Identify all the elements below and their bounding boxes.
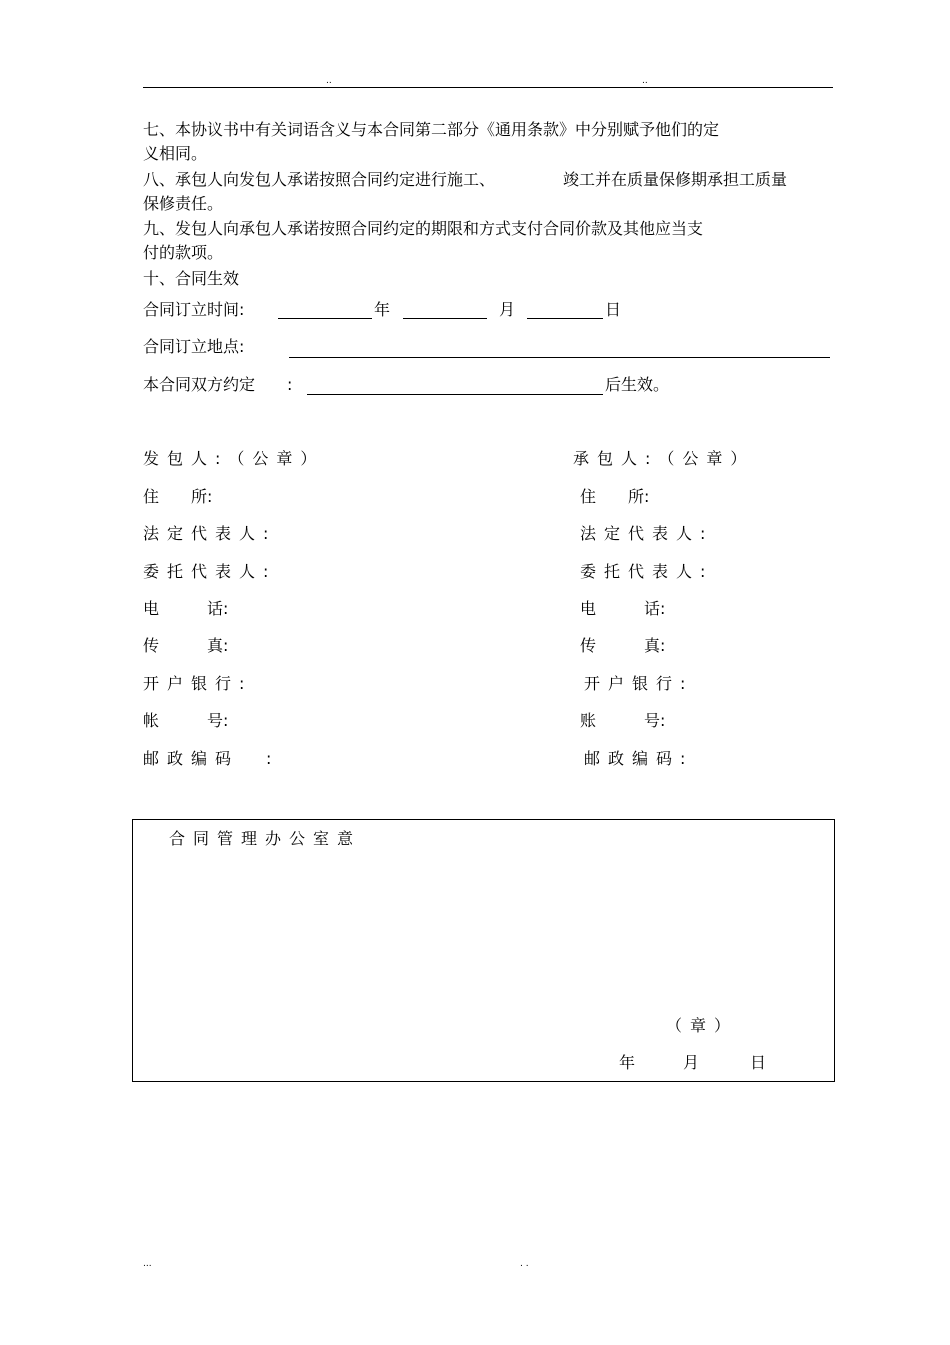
employer-account-label: 帐 号:	[143, 711, 229, 730]
year-label: 年	[374, 300, 391, 319]
day-blank[interactable]	[527, 302, 603, 319]
office-seal-label: （章）	[666, 1016, 739, 1035]
clause-8-line-2: 保修责任。	[143, 194, 224, 213]
contractor-agent-label: 委托代表人:	[580, 562, 714, 581]
contractor-address-label: 住 所:	[580, 487, 650, 506]
contractor-account-label: 账 号:	[580, 711, 666, 730]
agreement-label: 本合同双方约定	[143, 375, 256, 394]
clause-9-line-2: 付的款项。	[143, 243, 224, 262]
employer-phone-label: 电 话:	[143, 599, 229, 618]
month-label: 月	[499, 300, 516, 319]
clause-9-line-1: 九、发包人向承包人承诺按照合同约定的期限和方式支付合同价款及其他应当支	[143, 219, 704, 238]
contractor-legal-rep-label: 法定代表人:	[580, 524, 714, 543]
clause-8-line-1a: 八、承包人向发包人承诺按照合同约定进行施工、	[143, 170, 496, 189]
office-day-label: 日	[750, 1053, 767, 1072]
contractor-fax-label: 传 真:	[580, 636, 666, 655]
clause-7-line-2: 义相同。	[143, 144, 208, 163]
day-label: 日	[605, 300, 622, 319]
office-year-label: 年	[619, 1053, 636, 1072]
year-blank[interactable]	[278, 302, 372, 319]
contractor-postcode-label: 邮政编码:	[584, 749, 694, 768]
agreement-blank[interactable]	[307, 378, 603, 395]
employer-address-label: 住 所:	[143, 487, 213, 506]
header-rule	[143, 87, 833, 88]
employer-agent-label: 委托代表人:	[143, 562, 277, 581]
employer-legal-rep-label: 法定代表人:	[143, 524, 277, 543]
agreement-suffix: 后生效。	[605, 375, 670, 394]
footer-dots-mid: . .	[520, 1259, 529, 1269]
contractor-title: 承包人:（公章）	[573, 449, 755, 468]
header-dots-right: ..	[642, 76, 648, 86]
employer-postcode-colon: :	[266, 749, 272, 768]
signing-time-label: 合同订立时间:	[143, 300, 245, 319]
office-month-label: 月	[683, 1053, 700, 1072]
footer-dots-left: ...	[143, 1259, 152, 1269]
month-blank[interactable]	[403, 302, 487, 319]
signing-place-blank[interactable]	[289, 341, 830, 358]
office-opinion-title: 合同管理办公室意	[169, 829, 362, 848]
agreement-colon: :	[287, 375, 293, 394]
employer-bank-label: 开户银行:	[143, 674, 253, 693]
employer-fax-label: 传 真:	[143, 636, 229, 655]
employer-postcode-label: 邮政编码	[143, 749, 240, 768]
clause-10: 十、合同生效	[143, 269, 240, 288]
contractor-bank-label: 开户银行:	[584, 674, 694, 693]
office-opinion-box	[132, 819, 835, 1082]
signing-place-label: 合同订立地点:	[143, 337, 245, 356]
employer-title: 发包人:（公章）	[143, 449, 325, 468]
header-dots-left: ..	[326, 76, 332, 86]
contractor-phone-label: 电 话:	[580, 599, 666, 618]
clause-7-line-1: 七、本协议书中有关词语含义与本合同第二部分《通用条款》中分别赋予他们的定	[143, 120, 720, 139]
clause-8-line-1b: 竣工并在质量保修期承担工质量	[563, 170, 788, 189]
